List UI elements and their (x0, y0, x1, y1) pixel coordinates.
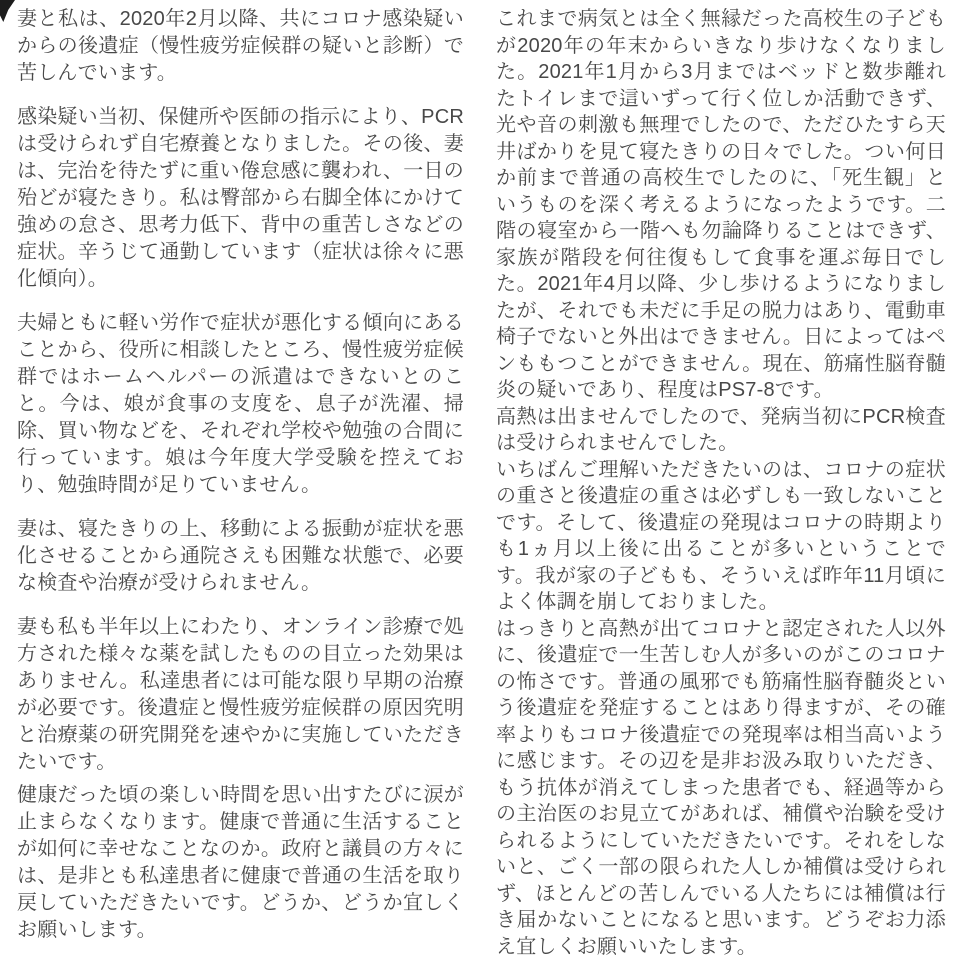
paragraph: 感染疑い当初、保健所や医師の指示により、PCRは受けられず自宅療養となりました。その後、妻は、完治を待たずに重い倦怠感に襲われ、一日の殆どが寝たきり。私は臀部から右脚全体にかけて強めの怠さ、思考力低下、背中の重苦しさなどの症状。辛うじて通勤しています（症状は徐々に悪化傾向）。 (17, 106, 464, 290)
paragraph: 健康だった頃の楽しい時間を思い出すたびに涙が止まらなくなります。健康で普通に生活することが如何に幸せなことなのか。政府と議員の方々には、是非とも私達患者に健康で普通の生活を取り戻していただきたいです。どうか、どうか宜しくお願いします。 (17, 784, 464, 941)
paragraph: 高熱は出ませんでしたので、発病当初にPCR検査は受けられませんでした。 (496, 405, 946, 454)
left-column (17, 6, 464, 960)
paragraph: これまで病気とは全く無縁だった高校生の子どもが2020年の年末からいきなり歩けなくなりました。2021年1月から3月まではベッドと数歩離れたトイレまで這いずって行く位しか活動できず、光や音の刺激も無理でしたので、ただひたすら天井ばかりを見て寝たきりの日々でした。つい何日か前まで普通の高校生でしたのに、「死生観」というものを深く考えるようになったようです。二階の寝室から一階へも勿論降りることはできず、家族が階段を何往復もして食事を運ぶ毎日でした。2021年4月以降、少し歩けるようになりましたが、それでも未だに手足の脱力はあり、電動車椅子でないと外出はできません。日によってはペンももつことができません。現在、筋痛性脳脊髄炎の疑いであり、程度はPS7-8です。 (496, 8, 946, 401)
paragraph: 妻も私も半年以上にわたり、オンライン診療で処方された様々な薬を試したものの目立った効果はありません。私達患者には可能な限り早期の治療が必要です。後遺症と慢性疲労症候群の原因究明と治療薬の研究開発を速やかに実施していただきたいです。 (17, 616, 464, 773)
right-column (496, 6, 946, 960)
paragraph: 妻と私は、2020年2月以降、共にコロナ感染疑いからの後遺症（慢性疲労症候群の疑いと診断）で苦しんでいます。 (17, 8, 464, 84)
paragraph: はっきりと高熱が出てコロナと認定された人以外に、後遺症で一生苦しむ人が多いのがこのコロナの怖さです。普通の風邪でも筋痛性脳脊髄炎という後遺症を発症することはあり得ますが、その確率よりもコロナ後遺症での発現率は相当高いように感じます。その辺を是非お汲み取りいただき、もう抗体が消えてしまった患者でも、経過等からの主治医のお見立てがあれば、補償や治験を受けられるようにしていただきたいです。それをしないと、ごく一部の限られた人しか補償は受けられず、ほとんどの苦しんでいる人たちには補償は行き届かないことになると思います。どうぞお力添え宜しくお願いいたします。 (496, 617, 946, 958)
paragraph: 妻は、寝たきりの上、移動による振動が症状を悪化させることから通院さえも困難な状態で、必要な検査や治療が受けられません。 (17, 518, 464, 594)
paragraph: いちばんご理解いただきたいのは、コロナの症状の重さと後遺症の重さは必ずしも一致しないことです。そして、後遺症の発現はコロナの時期よりも1ヵ月以上後に出ることが多いということです。我が家の子どもも、そういえば昨年11月頃によく体調を崩しておりました。 (496, 458, 946, 613)
paragraph: 夫婦ともに軽い労作で症状が悪化する傾向にあることから、役所に相談したところ、慢性疲労症候群ではホームヘルパーの派遣はできないとのこと。今は、娘が食事の支度を、息子が洗濯、掃除、買い物などを、それぞれ学校や勉強の合間に行っています。娘は今年度大学受験を控えており、勉強時間が足りていません。 (17, 312, 464, 496)
